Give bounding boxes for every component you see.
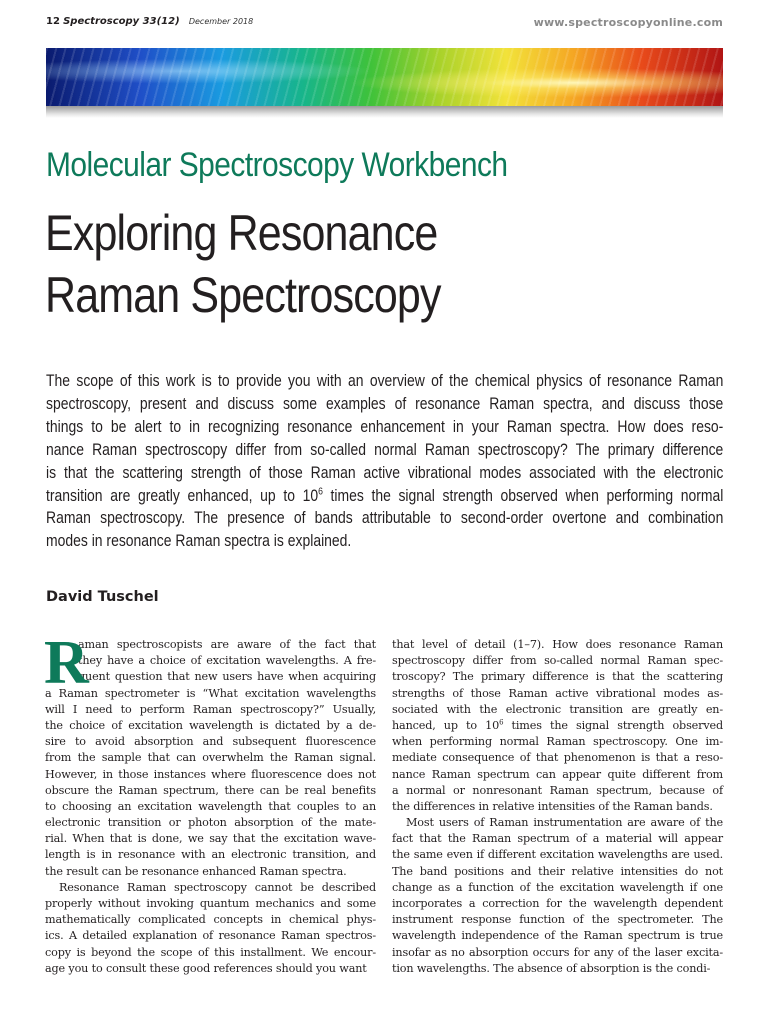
text-line: strengths of those Raman active vibrational modes as-	[392, 686, 723, 700]
text-segment: hanced, up to 10	[392, 718, 500, 732]
text-line: will I need to perform Raman spectroscopy?” Usually,	[45, 702, 376, 716]
text-line: things to be alert to in recognizing resonance enhancement in your Raman spectra. How does reso-	[46, 416, 724, 436]
text-line: a Raman spectrometer is “What excitation wavelengths	[45, 686, 376, 700]
superscript: 6	[499, 718, 504, 727]
text-line: The band positions and their relative intensities do not	[392, 864, 723, 878]
text-line: length is in resonance with an electronic transition, and	[45, 848, 376, 862]
header-left	[46, 16, 253, 27]
text-line: nance Raman spectrum can appear quite different from	[392, 767, 723, 781]
page-number: 12	[46, 16, 60, 27]
text-line: tion wavelengths. The absence of absorption is the condi-	[392, 961, 711, 975]
text-line: nance Raman spectroscopy differ from so-called normal Raman spectroscopy? The primary difference	[46, 439, 724, 459]
text-line: Raman spectroscopy. The presence of bands attributable to second-order overtone and combination	[46, 508, 724, 528]
text-line: sociated with the electronic transition are greatly en-	[392, 702, 723, 716]
text-line: that level of detail (1–7). How does resonance Raman	[392, 638, 723, 651]
running-header	[46, 16, 723, 34]
text-line: the choice of excitation wavelength is dictated by a de-	[45, 718, 376, 732]
author-name: David Tuschel	[46, 589, 159, 605]
text-line: electronic transition or photon absorption of the mate-	[45, 816, 376, 830]
text-line: properly without invoking quantum mechanics and some	[45, 897, 376, 910]
text-line: incorporates a correction for the wavelength dependent	[392, 897, 723, 910]
text-line: copy is beyond the scope of this installment. We encour-	[45, 945, 376, 959]
text-line: instrument response function of the spectrometer. The	[392, 913, 723, 927]
text-line: Most users of Raman instrumentation are aware of the	[406, 816, 723, 830]
abstract	[46, 370, 723, 553]
text-line: sire to avoid absorption and subsequent fluorescence	[45, 735, 376, 749]
text-line: troscopy? The primary difference is that the scattering	[392, 670, 723, 684]
text-line: However, in those instances where fluorescence does not	[45, 767, 376, 781]
article-title	[45, 202, 441, 326]
website-url: www.spectroscopyonline.com	[533, 16, 723, 29]
body-column-right	[392, 637, 723, 977]
text-line: fact that the Raman spectrum of a material will appear	[392, 832, 723, 846]
text-line: mathematically complicated concepts in chemical phys-	[45, 913, 376, 927]
text-line: a normal or nonresonant Raman spectrum, because of	[392, 783, 723, 797]
text-line: ics. A detailed explanation of resonance Raman spectros-	[45, 929, 376, 943]
text-line: quent question that new users have when acquiring	[78, 670, 376, 684]
text-line	[392, 718, 723, 734]
text-line: they have a choice of excitation wavelengths. A fre-	[78, 654, 376, 668]
text-line: the differences in relative intensities of the Raman bands.	[392, 799, 713, 813]
text-line: obscure the Raman spectrum, there can be real benefits	[45, 783, 376, 797]
text-line: spectroscopy differ from so-called normal Raman spec-	[392, 654, 723, 668]
text-line	[46, 485, 723, 508]
title-line: Exploring Resonance	[45, 205, 438, 261]
text-line: wavelength independence of the Raman spectrum is true	[392, 929, 723, 943]
text-line: spectroscopy, present and discuss some examples of resonance Raman spectra, and discuss those	[46, 393, 724, 413]
text-line: modes in resonance Raman spectra is explained.	[46, 531, 352, 551]
text-line: the same even if different excitation wavelengths are used.	[392, 848, 723, 862]
text-line: Resonance Raman spectroscopy cannot be described	[59, 880, 376, 894]
text-line: to choosing an excitation wavelength that couples to an	[45, 799, 376, 813]
spectrum-banner-image	[46, 48, 723, 106]
issue-date: December 2018	[188, 17, 254, 26]
text-segment: transition are greatly enhanced, up to 10	[46, 485, 319, 505]
text-segment: times the signal strength observed	[503, 718, 723, 732]
body-column-left	[44, 629, 376, 977]
text-line: insofar as no absorption occurs for any of the laser excita-	[392, 945, 723, 959]
banner-shadow	[46, 106, 723, 118]
title-line: Raman Spectroscopy	[45, 267, 441, 323]
text-line: is that the scattering strength of those Raman active vibrational modes associated with the electronic	[46, 462, 724, 482]
drop-cap: R	[44, 629, 89, 697]
text-line: when performing normal Raman spectroscopy. One im-	[392, 735, 723, 749]
text-segment: times the signal strength observed when performing normal	[322, 485, 724, 505]
superscript: 6	[318, 484, 323, 497]
text-line: from the sample that can overwhelm the Raman signal.	[45, 751, 376, 765]
text-line: the result can be resonance enhanced Raman spectra.	[45, 864, 347, 878]
text-line: age you to consult these good references should you want	[45, 961, 367, 975]
journal-name: Spectroscopy 33(12)	[63, 16, 180, 27]
series-title: Molecular Spectroscopy Workbench	[46, 146, 508, 184]
text-line: mediate consequence of that phenomenon is that a reso-	[392, 751, 723, 765]
text-line: rial. When that is done, we say that the excitation wave-	[45, 832, 376, 846]
text-line: aman spectroscopists are aware of the fact that	[78, 638, 376, 651]
text-line: change as a function of the excitation wavelength if one	[392, 880, 723, 894]
text-line: The scope of this work is to provide you with an overview of the chemical physics of resonance Raman	[46, 371, 724, 390]
